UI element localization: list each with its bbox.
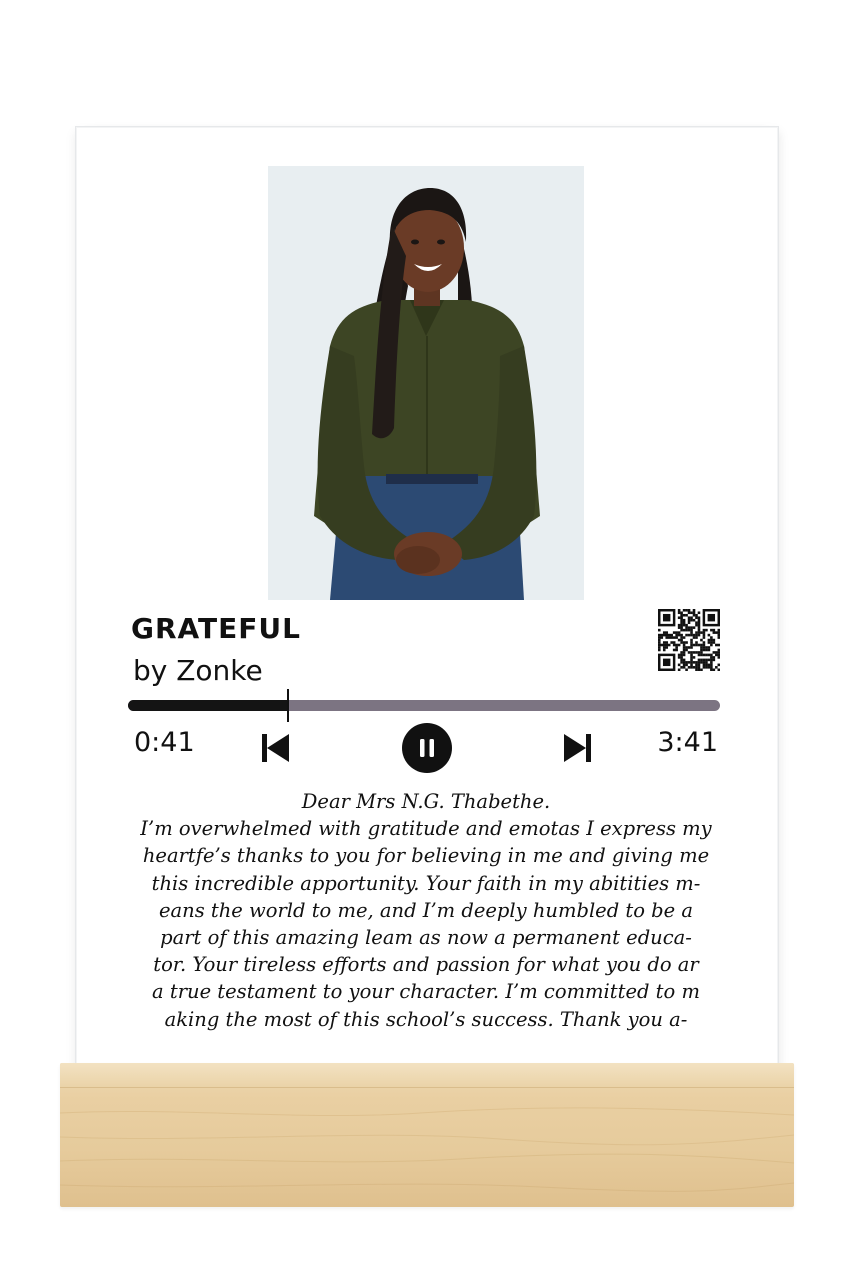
stand-slot: [60, 1063, 794, 1088]
letter-text: [110, 788, 742, 1033]
pause-icon[interactable]: [401, 722, 453, 774]
letter-line: heartfe’s thanks to you for believing in me and giving me: [142, 844, 710, 868]
song-title: GRATEFUL: [131, 612, 301, 645]
total-time: 3:41: [657, 727, 718, 758]
letter-line: a true testament to your character. I’m committed to m: [152, 980, 700, 1004]
progress-bar[interactable]: [128, 700, 720, 711]
letter-line: tor. Your tireless efforts and passion for what you do ar: [153, 953, 699, 977]
qr-code-icon: [658, 609, 720, 671]
next-icon[interactable]: [562, 732, 594, 764]
wooden-stand: [60, 1063, 794, 1207]
song-artist: by Zonke: [133, 654, 263, 687]
portrait-photo: [268, 166, 584, 600]
letter-line: aking the most of this school’s success. Thank you a-: [164, 1007, 688, 1031]
progress-handle[interactable]: [287, 689, 289, 722]
previous-icon[interactable]: [259, 732, 291, 764]
progress-played: [128, 700, 288, 711]
letter-line: eans the world to me, and I’m deeply humbled to be a: [158, 898, 694, 922]
elapsed-time: 0:41: [134, 727, 195, 758]
letter-line: I’m overwhelmed with gratitude and emotas I express my: [140, 817, 712, 841]
letter-line: this incredible apportunity. Your faith in my abitities m-: [151, 871, 701, 895]
letter-line: Dear Mrs N.G. Thabethe.: [301, 790, 551, 813]
letter-line: part of this amazing leam as now a permanent educa-: [160, 926, 692, 950]
